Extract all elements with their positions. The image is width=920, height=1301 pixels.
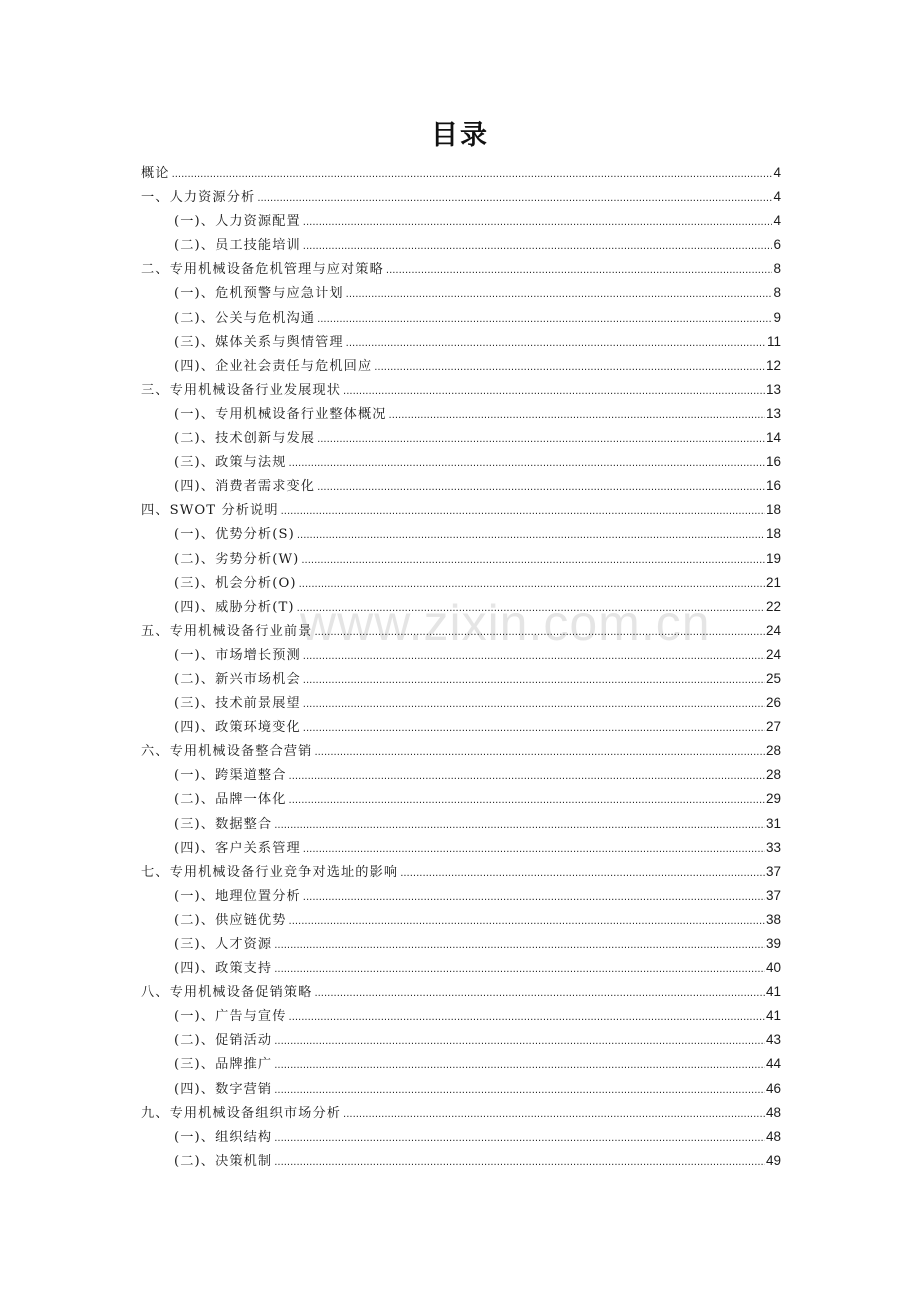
toc-page-number: 14 (765, 430, 781, 446)
toc-entry-label: (三)、机会分析(O) (174, 575, 297, 591)
toc-entry[interactable] (141, 547, 781, 571)
toc-entry-label: 三、专用机械设备行业发展现状 (141, 382, 342, 398)
toc-dot-leader (314, 982, 765, 1006)
toc-entry-label: (二)、决策机制 (174, 1153, 273, 1169)
toc-entry-label: (二)、技术创新与发展 (174, 431, 316, 447)
toc-page-number: 13 (765, 405, 781, 421)
toc-dot-leader (303, 211, 773, 235)
toc-dot-leader (303, 669, 765, 693)
page-title: 目录 (431, 120, 489, 151)
toc-page-number: 8 (773, 285, 781, 301)
toc-page-number: 4 (773, 213, 781, 229)
toc-dot-leader (346, 283, 773, 307)
toc-entry[interactable] (141, 643, 781, 667)
toc-dot-leader (317, 428, 765, 452)
toc-page-number: 39 (765, 936, 781, 951)
toc-entry[interactable] (141, 281, 781, 305)
toc-page-number: 26 (765, 695, 781, 711)
toc-entry-label: (三)、媒体关系与舆情管理 (174, 334, 344, 350)
toc-page-number: 28 (765, 743, 781, 759)
toc-entry[interactable] (141, 787, 781, 811)
toc-entry[interactable] (141, 233, 781, 257)
toc-dot-leader (303, 235, 773, 259)
toc-entry-label: (三)、数据整合 (174, 816, 273, 832)
toc-entry[interactable] (141, 1101, 781, 1125)
toc-dot-leader (303, 886, 765, 910)
toc-entry[interactable] (141, 1028, 781, 1052)
toc-page-number: 24 (765, 646, 781, 662)
toc-page-number: 16 (765, 454, 781, 470)
toc-entry[interactable] (141, 908, 781, 932)
toc-entry-label: (二)、供应链优势 (174, 912, 287, 928)
toc-dot-leader (289, 789, 765, 813)
toc-dot-leader (297, 524, 765, 548)
toc-entry-label: (一)、组织结构 (174, 1129, 273, 1145)
toc-dot-leader (343, 380, 765, 404)
toc-page-number: 41 (765, 984, 781, 1000)
toc-entry[interactable] (141, 378, 781, 402)
toc-entry-label: (四)、政策环境变化 (174, 720, 301, 736)
toc-entry-label: 八、专用机械设备促销策略 (141, 985, 313, 1001)
toc-page-number: 46 (765, 1080, 781, 1096)
toc-entry-label: (三)、技术前景展望 (174, 696, 301, 712)
toc-entry[interactable] (141, 884, 781, 908)
toc-dot-leader (346, 332, 766, 356)
toc-page-number: 43 (765, 1032, 781, 1048)
toc-entry[interactable] (141, 595, 781, 619)
toc-entry-label: (三)、人才资源 (174, 937, 273, 952)
toc-page-number: 40 (765, 960, 781, 976)
toc-page-number: 25 (765, 670, 781, 686)
toc-entry[interactable] (141, 1149, 781, 1173)
toc-entry[interactable] (141, 763, 781, 787)
toc-entry-label: 九、专用机械设备组织市场分析 (141, 1105, 342, 1121)
toc-entry[interactable] (141, 498, 781, 522)
watermark: www.zixin.com.cn (300, 595, 711, 651)
toc-page-number: 41 (765, 1008, 781, 1024)
toc-dot-leader (281, 500, 765, 524)
toc-page-number: 16 (765, 478, 781, 494)
toc-entry-label: (一)、优势分析(S) (174, 527, 295, 543)
toc-page-number: 6 (773, 237, 781, 253)
toc-page-number: 48 (765, 1104, 781, 1120)
toc-page-number: 29 (765, 791, 781, 807)
toc-dot-leader (289, 1006, 765, 1030)
toc-entry[interactable] (141, 619, 781, 643)
toc-page-number: 4 (773, 165, 781, 180)
toc-entry-label: (四)、企业社会责任与危机回应 (174, 358, 373, 374)
toc-entry[interactable] (141, 257, 781, 281)
toc-dot-leader (303, 838, 765, 862)
toc-entry[interactable] (141, 571, 781, 595)
toc-entry[interactable] (141, 161, 781, 185)
toc-entry[interactable] (141, 667, 781, 691)
toc-entry[interactable] (141, 474, 781, 498)
toc-entry[interactable] (141, 739, 781, 763)
toc-page-number: 31 (765, 815, 781, 831)
toc-entry[interactable] (141, 330, 781, 354)
toc-entry-label: (一)、人力资源配置 (174, 214, 301, 230)
toc-entry[interactable] (141, 306, 781, 330)
toc-entry-label: (一)、危机预警与应急计划 (174, 286, 344, 302)
toc-dot-leader (274, 1079, 765, 1103)
toc-dot-leader (274, 1054, 765, 1078)
toc-page-number: 13 (765, 381, 781, 397)
toc-entry-label: (二)、新兴市场机会 (174, 671, 301, 687)
toc-page-number: 37 (765, 863, 781, 879)
toc-dot-leader (386, 259, 773, 283)
toc-dot-leader (274, 1030, 765, 1054)
toc-page-number: 12 (765, 357, 781, 373)
toc-dot-leader (303, 645, 765, 669)
toc-entry[interactable] (141, 860, 781, 884)
toc-page-number: 19 (765, 550, 781, 566)
toc-entry-label: (三)、品牌推广 (174, 1057, 273, 1073)
toc-dot-leader (172, 163, 773, 187)
toc-dot-leader (317, 476, 765, 500)
toc-entry-label: 六、专用机械设备整合营销 (141, 744, 313, 760)
toc-dot-leader (299, 573, 765, 597)
toc-dot-leader (303, 717, 765, 741)
toc-page-number: 38 (765, 911, 781, 927)
toc-dot-leader (301, 549, 765, 573)
toc-entry[interactable] (141, 1125, 781, 1149)
toc-entry-label: 概论 (141, 166, 170, 181)
toc-entry[interactable] (141, 522, 781, 546)
toc-entry[interactable] (141, 836, 781, 860)
toc-dot-leader (274, 958, 765, 982)
toc-entry-label: 四、SWOT 分析说明 (141, 503, 279, 519)
toc-entry[interactable] (141, 426, 781, 450)
toc-entry-label: (二)、公关与危机沟通 (174, 310, 316, 326)
toc-entry-label: 七、专用机械设备行业竞争对选址的影响 (141, 864, 399, 880)
toc-entry-label: (三)、政策与法规 (174, 455, 287, 471)
toc-dot-leader (289, 765, 765, 789)
toc-dot-leader (274, 934, 765, 958)
toc-entry[interactable] (141, 209, 781, 233)
toc-entry[interactable] (141, 932, 781, 956)
toc-entry-label: (一)、广告与宣传 (174, 1009, 287, 1025)
toc-dot-leader (303, 693, 765, 717)
toc-entry[interactable] (141, 354, 781, 378)
toc-entry-label: (二)、品牌一体化 (174, 792, 287, 808)
toc-entry-label: (四)、客户关系管理 (174, 840, 301, 856)
toc-entry-label: (一)、专用机械设备行业整体概况 (174, 406, 387, 422)
toc-entry-label: (一)、跨渠道整合 (174, 768, 287, 784)
toc-page-number: 9 (773, 309, 781, 325)
toc-entry-label: (一)、市场增长预测 (174, 647, 301, 663)
toc-dot-leader (297, 597, 765, 621)
toc-page-number: 18 (765, 526, 781, 542)
toc-page-number: 8 (773, 261, 781, 277)
toc-entry-label: (二)、员工技能培训 (174, 238, 301, 254)
toc-page-number: 27 (765, 719, 781, 735)
toc-entry-label: 二、专用机械设备危机管理与应对策略 (141, 262, 384, 278)
toc-page-number: 37 (765, 887, 781, 903)
toc-dot-leader (400, 862, 765, 886)
toc-dot-leader (314, 741, 765, 765)
table-of-contents (141, 161, 781, 1173)
toc-page-number: 21 (765, 574, 781, 590)
toc-entry[interactable] (141, 450, 781, 474)
toc-page-number: 11 (766, 333, 781, 349)
toc-entry-label: (一)、地理位置分析 (174, 888, 301, 904)
toc-dot-leader (389, 404, 765, 428)
toc-page-number: 44 (765, 1056, 781, 1072)
toc-dot-leader (289, 452, 765, 476)
toc-entry-label: (二)、劣势分析(W) (174, 551, 300, 567)
toc-entry[interactable] (141, 956, 781, 980)
toc-dot-leader (317, 308, 772, 332)
toc-entry[interactable] (141, 1004, 781, 1028)
toc-entry-label: (四)、消费者需求变化 (174, 479, 316, 495)
toc-entry-label: 五、专用机械设备行业前景 (141, 623, 313, 639)
toc-entry-label: (四)、威胁分析(T) (174, 599, 295, 615)
toc-dot-leader (274, 1127, 765, 1151)
toc-entry-label: (四)、政策支持 (174, 961, 273, 977)
toc-entry-label: (四)、数字营销 (174, 1081, 273, 1097)
toc-page-number: 4 (773, 189, 781, 205)
toc-entry[interactable] (141, 1077, 781, 1101)
toc-dot-leader (289, 910, 765, 934)
toc-entry[interactable] (141, 402, 781, 426)
toc-entry[interactable] (141, 185, 781, 209)
toc-entry[interactable] (141, 980, 781, 1004)
toc-page-number: 33 (765, 839, 781, 855)
toc-dot-leader (343, 1103, 765, 1127)
toc-dot-leader (274, 814, 765, 838)
toc-entry[interactable] (141, 715, 781, 739)
toc-entry-label: (二)、促销活动 (174, 1033, 273, 1049)
toc-entry[interactable] (141, 812, 781, 836)
toc-entry[interactable] (141, 691, 781, 715)
toc-dot-leader (314, 621, 765, 645)
toc-dot-leader (257, 187, 772, 211)
toc-page-number: 49 (765, 1152, 781, 1168)
toc-page-number: 22 (765, 598, 781, 614)
toc-page-number: 48 (765, 1128, 781, 1144)
toc-page-number: 28 (765, 767, 781, 783)
toc-dot-leader (374, 356, 765, 380)
toc-entry-label: 一、人力资源分析 (141, 190, 256, 206)
toc-entry[interactable] (141, 1052, 781, 1076)
toc-page-number: 18 (765, 502, 781, 518)
toc-dot-leader (274, 1151, 765, 1175)
toc-page-number: 24 (765, 622, 781, 638)
